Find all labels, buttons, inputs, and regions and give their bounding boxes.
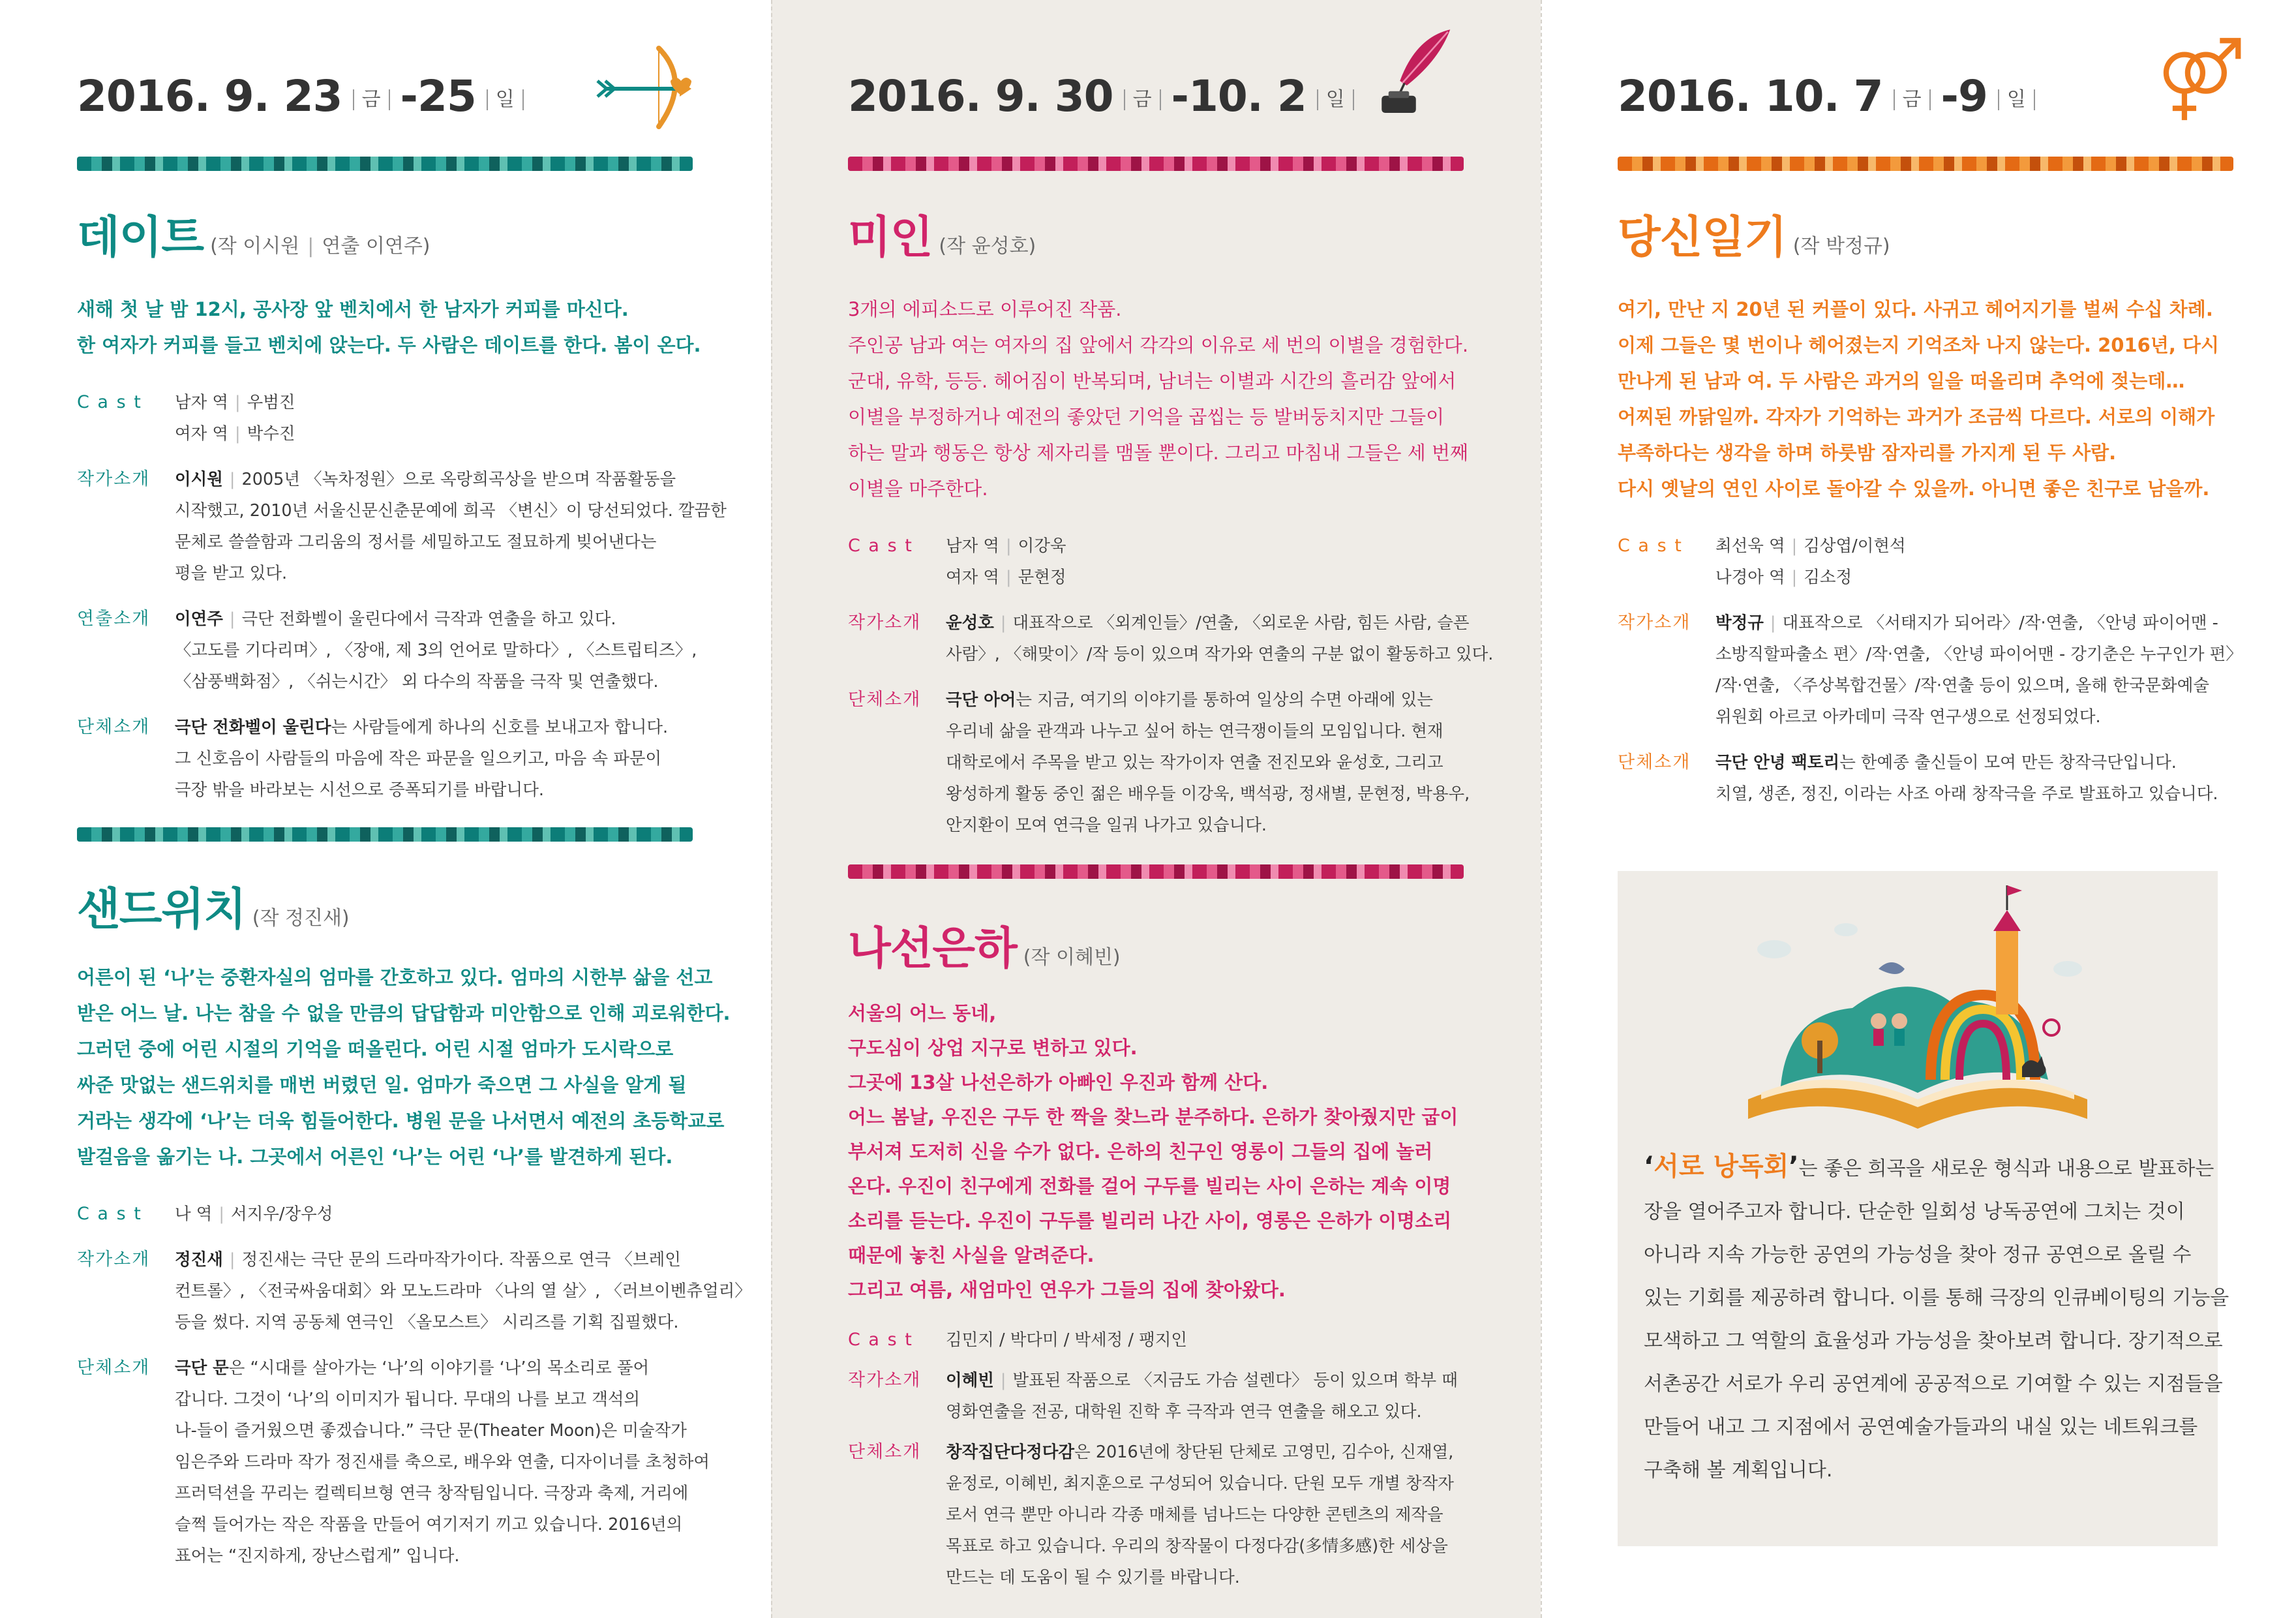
writer-block: 작가소개 박정규 | 대표작으로 〈서태지가 되어라〉/작·연출, 〈안녕 파이어맨 - 소방직할파출소 편〉/작·연출, 〈안녕 파이어맨 - 강기춘은 누구인가 편〉 /작·연출, 〈주상복합건물〉/작·연출 등이 있으며, 올해 한국문화예술 위원회 아르코 아카데미 극작 연구생으로 선정되었다.: [1618, 607, 2244, 733]
play-miin: [848, 202, 1494, 855]
writer-label: 작가소개: [77, 469, 151, 489]
company-name: 창작집단다정다감: [946, 1442, 1075, 1462]
company-line: 은 2016년에 창단된 단체로 고영민, 김수아, 신재열,: [1074, 1442, 1454, 1462]
promo-line: 는 좋은 희곡을 새로운 형식과 내용으로 발표하는: [1798, 1157, 2214, 1180]
synopsis-line: 3개의 에피소드로 이루어진 작품.: [848, 298, 1122, 320]
storybook-illustration: [1735, 871, 2100, 1138]
writer-line: 발표된 작품으로 〈지금도 가슴 설렌다〉 등이 있으며 학부 때: [1012, 1371, 1458, 1390]
cast-role: 나 역: [175, 1204, 213, 1224]
synopsis-line: 발걸음을 옮기는 나. 그곳에서 어른인 ‘나’는 어린 ‘나’를 발견하게 된다.: [77, 1146, 673, 1168]
cast-label: C a s t: [848, 1330, 913, 1350]
promo-line: 있는 기회를 제공하려 합니다. 이를 통해 극장의 인큐베이팅의 기능을: [1644, 1287, 2229, 1309]
date-end: -9: [1941, 70, 1987, 121]
synopsis-line: 그리고 여름, 새엄마인 연우가 그들의 집에 찾아왔다.: [848, 1279, 1286, 1301]
director-name: 이연주: [175, 609, 223, 629]
company-line: 윤정로, 이혜빈, 최지훈으로 구성되어 있습니다. 단원 모두 개별 창작자: [946, 1474, 1454, 1493]
writer-line: 문체로 쓸쓸함과 그리움의 정서를 세밀하고도 절묘하게 빚어낸다는: [175, 532, 657, 552]
company-name: 극단 아어: [946, 690, 1016, 710]
day-label: 일: [487, 89, 524, 110]
company-label: 단체소개: [848, 690, 922, 710]
company-block: [848, 684, 1474, 841]
writer-line: 위원회 아르코 아카데미 극작 연구생으로 선정되었다.: [1715, 707, 2101, 727]
synopsis-line: 거라는 생각에 ‘나’는 더욱 힘들어한다. 병원 문을 나서면서 예전의 초등학교로: [77, 1110, 725, 1132]
play-credit: (작 이시원 | 연출 이연주): [210, 235, 430, 258]
synopsis: [848, 996, 1474, 1307]
gender-symbols-icon: [2147, 35, 2252, 127]
synopsis-line: 이제 그들은 몇 번이나 헤어졌는지 기억조차 나지 않는다. 2016년, 다시: [1618, 334, 2219, 356]
date-start: 2016. 10. 7: [1618, 70, 1883, 121]
play-spiral-galaxy: [848, 913, 1474, 1608]
play-credit: (작 이혜빈): [1023, 946, 1121, 969]
writer-line: 시작했고, 2010년 서울신문신춘문예에 희곡 〈변신〉이 당선되었다. 깔끔한: [175, 501, 727, 521]
fold-line: [1541, 0, 1542, 1618]
play-credit: (작 정진새): [252, 907, 350, 930]
writer-line: /작·연출, 〈주상복합건물〉/작·연출 등이 있으며, 올해 한국문화예술: [1715, 676, 2209, 695]
company-line: 는 한예종 출신들이 모여 만든 창작극단입니다.: [1839, 753, 2177, 772]
play-date: [77, 202, 727, 820]
writer-line: 영화연출을 전공, 대학원 진학 후 극작과 연극 연출을 해오고 있다.: [946, 1402, 1422, 1422]
synopsis-line: 새해 첫 날 밤 12시, 공사장 앞 벤치에서 한 남자가 커피를 마신다.: [77, 298, 629, 320]
company-line: 만드는 데 도움이 될 수 있기를 바랍니다.: [946, 1568, 1240, 1587]
play-title: 데이트: [77, 212, 204, 264]
writer-name: 이혜빈: [946, 1371, 994, 1390]
decorative-band: [848, 157, 1464, 171]
writer-line: 대표작으로 〈서태지가 되어라〉/작·연출, 〈안녕 파이어맨 -: [1782, 613, 2218, 633]
cast-role: 나경아 역: [1715, 568, 1785, 587]
synopsis-line: 만나게 된 남과 여. 두 사람은 과거의 일을 떠올리며 추억에 젖는데…: [1618, 370, 2185, 392]
date-start: 2016. 9. 23: [77, 70, 342, 121]
decorative-band: [77, 827, 693, 842]
synopsis: [848, 292, 1474, 507]
credit-director: 연출 이연주): [322, 235, 430, 258]
writer-line: 컨트롤〉, 〈전국싸움대회〉와 모노드라마 〈나의 열 살〉, 〈러브이벤츄얼리〉: [175, 1281, 751, 1301]
quote-mark: ’: [1789, 1152, 1799, 1182]
synopsis-line: 부서져 도저히 신을 수가 없다. 은하의 친구인 영롱이 그들의 집에 놀러: [848, 1140, 1433, 1163]
cast-block: [77, 1198, 697, 1230]
company-line: 극장 밖을 바라보는 시선으로 증폭되기를 바랍니다.: [175, 780, 544, 800]
cast-label: C a s t: [848, 536, 913, 556]
day-label: 금: [1124, 89, 1161, 110]
company-line: 안지환이 모여 연극을 일궈 나가고 있습니다.: [946, 816, 1267, 835]
promo-line: 만들어 내고 그 지점에서 공연예술가들과의 내실 있는 네트워크를: [1644, 1416, 2198, 1439]
writer-name: 윤성호: [946, 613, 994, 633]
cast-actor: 우범진: [247, 393, 295, 412]
writer-line: 소방직할파출소 편〉/작·연출, 〈안녕 파이어맨 - 강기춘은 누구인가 편〉: [1715, 645, 2243, 664]
day-label: 금: [1894, 89, 1931, 110]
cast-row: 나 역 | 서지우/장우성: [175, 1204, 333, 1224]
panel-week-1: [0, 0, 771, 1618]
company-line: 는 사람들에게 하나의 신호를 보내고자 합니다.: [331, 718, 669, 737]
promo-box: [1618, 871, 2229, 1546]
synopsis-line: 어른이 된 ‘나’는 중환자실의 엄마를 간호하고 있다. 엄마의 시한부 삶을 선고: [77, 966, 713, 988]
cast-block: [848, 530, 1474, 593]
company-line: 대학로에서 주목을 받고 있는 작가이자 연출 전진모와 윤성호, 그리고: [946, 753, 1443, 772]
company-line: 왕성하게 활동 중인 젊은 배우들 이강욱, 백석광, 정새별, 문현정, 박용우,: [946, 784, 1470, 804]
cast-role: 남자 역: [946, 536, 1000, 556]
synopsis-line: 온다. 우진이 친구에게 전화를 걸어 구두를 빌리는 사이 은하는 계속 이명: [848, 1175, 1451, 1197]
cast-row: 남자 역 | 우범진: [175, 393, 295, 412]
company-block: [77, 712, 697, 806]
day-label: 금: [353, 89, 390, 110]
synopsis-line: 한 여자가 커피를 들고 벤치에 앉는다. 두 사람은 데이트를 한다. 봄이 온다.: [77, 334, 701, 356]
play-title-row: [1618, 202, 2244, 266]
company-name: 극단 전화벨이 울린다: [175, 718, 331, 737]
panel-week-2: [771, 0, 1541, 1618]
synopsis-line: 싸준 맛없는 샌드위치를 매번 버렸던 일. 엄마가 죽으면 그 사실을 알게 될: [77, 1074, 687, 1096]
company-name: 극단 안녕 팩토리: [1715, 753, 1840, 772]
writer-label: 작가소개: [848, 613, 922, 633]
writer-line: 대표작으로 〈외계인들〉/연출, 〈외로운 사람, 힘든 사람, 슬픈: [1012, 613, 1470, 633]
director-line: 〈삼풍백화점〉, 〈쉬는시간〉 외 다수의 작품을 극작 및 연출했다.: [175, 672, 659, 692]
play-title-row: [77, 874, 697, 938]
play-title: 나선은하: [848, 923, 1017, 975]
cast-actor: 문현정: [1018, 568, 1066, 587]
writer-block: 작가소개 윤성호 | 대표작으로 〈외계인들〉/연출, 〈외로운 사람, 힘든 사람, 슬픈 사람〉, 〈해맞이〉/작 등이 있으며 작가와 연출의 구분 없이 활동하고 있다.: [848, 607, 1474, 670]
writer-line: 2005년 〈녹차정원〉으로 옥랑희곡상을 받으며 작품활동을: [241, 470, 676, 489]
cast-actor: 박수진: [247, 424, 295, 444]
synopsis-line: 그러던 중에 어린 시절의 기억을 떠올린다. 어린 시절 엄마가 도시락으로: [77, 1038, 674, 1060]
bow-arrow-icon: [594, 42, 698, 133]
synopsis-line: 하는 말과 행동은 항상 제자리를 맴돌 뿐이다. 그리고 마침내 그들은 세 번째: [848, 442, 1469, 464]
play-title: 미인: [848, 212, 933, 264]
writer-name: 정진새: [175, 1250, 223, 1270]
date-heading: [848, 60, 1365, 132]
promo-brand: [1644, 1152, 1799, 1182]
cast-row: 남자 역 | 이강욱: [946, 536, 1066, 556]
date-end: -25: [400, 70, 476, 121]
director-line: 극단 전화벨이 울린다에서 극작과 연출을 하고 있다.: [241, 609, 616, 629]
synopsis-line: 군대, 유학, 등등. 헤어짐이 반복되며, 남녀는 이별과 시간의 흘러감 앞에서: [848, 370, 1457, 392]
company-block: [1618, 747, 2244, 810]
synopsis-line: 다시 옛날의 연인 사이로 돌아갈 수 있을까. 아니면 좋은 친구로 남을까.: [1618, 478, 2210, 500]
play-title: 당신일기: [1618, 212, 1787, 264]
synopsis-line: 여기, 만난 지 20년 된 커플이 있다. 사귀고 헤어지기를 벌써 수십 차례.: [1618, 298, 2213, 320]
cast-role: 여자 역: [175, 424, 229, 444]
synopsis-line: 소리를 듣는다. 우진이 구두를 빌리러 나간 사이, 영롱은 은하가 이명소리: [848, 1210, 1452, 1232]
company-block: [848, 1437, 1474, 1593]
writer-block: 작가소개 이혜빈 | 발표된 작품으로 〈지금도 가슴 설렌다〉 등이 있으며 학부 때 영화연출을 전공, 대학원 진학 후 극작과 연극 연출을 해오고 있다.: [848, 1365, 1474, 1427]
play-your-diary: [1618, 202, 2244, 824]
cast-row: 최선욱 역 | 김상엽/이현석: [1715, 536, 1906, 556]
company-label: 단체소개: [1618, 752, 1691, 772]
synopsis-line: 어느 봄날, 우진은 구두 한 짝을 찾느라 분주하다. 은하가 찾아줬지만 굽이: [848, 1106, 1458, 1128]
synopsis-line: 때문에 놓친 사실을 알려준다.: [848, 1244, 1095, 1266]
writer-name: 박정규: [1715, 613, 1764, 633]
cast-list: 김민지 / 박다미 / 박세정 / 팽지인: [946, 1330, 1188, 1350]
cast-block: [848, 1324, 1474, 1356]
cast-label: C a s t: [1618, 536, 1683, 556]
cast-role: 여자 역: [946, 568, 1000, 587]
day-label: 일: [1317, 89, 1354, 110]
play-credit: (작 박정규): [1792, 235, 1890, 258]
company-line: 로서 연극 뿐만 아니라 각종 매체를 넘나드는 다양한 콘텐츠의 제작을: [946, 1505, 1443, 1525]
promo-line: 서촌공간 서로가 우리 공연계에 공공적으로 기여할 수 있는 지점들을: [1644, 1373, 2223, 1396]
decorative-band: [1618, 157, 2233, 171]
company-block: [77, 1352, 710, 1572]
decorative-band: [848, 864, 1464, 879]
synopsis: [77, 960, 731, 1175]
credit-writer: (작 이시원: [210, 235, 300, 258]
writer-line: 평을 받고 있다.: [175, 564, 288, 583]
date-heading: [77, 60, 534, 132]
company-line: 우리네 삶을 관객과 나누고 싶어 하는 연극쟁이들의 모임입니다. 현재: [946, 722, 1443, 741]
play-title-row: [848, 913, 1474, 977]
writer-block: 작가소개 이시원 | 2005년 〈녹차정원〉으로 옥랑희곡상을 받으며 작품활동을 시작했고, 2010년 서울신문신춘문예에 희곡 〈변신〉이 당선되었다. 깔끔한 문체로 쓸쓸함과 그리움의 정서를 세밀하고도 절묘하게 빚어낸다는 평을 받고 있다.: [77, 464, 697, 589]
synopsis-line: 구도심이 상업 지구로 변하고 있다.: [848, 1037, 1138, 1059]
company-line: 슬쩍 들어가는 작은 작품을 만들어 여기저기 끼고 있습니다. 2016년의: [175, 1515, 683, 1534]
play-title-row: [848, 202, 1474, 266]
company-label: 단체소개: [848, 1442, 922, 1462]
writer-label: 작가소개: [77, 1249, 151, 1270]
writer-line: 사람〉, 〈해맞이〉/작 등이 있으며 작가와 연출의 구분 없이 활동하고 있다.: [946, 645, 1494, 664]
company-line: 그 신호음이 사람들의 마음에 작은 파문을 일으키고, 마음 속 파문이: [175, 749, 662, 769]
cast-block: [1618, 530, 2244, 593]
promo-line: 구축해 볼 계획입니다.: [1644, 1459, 1833, 1482]
synopsis: [1618, 292, 2244, 507]
promo-text: [1644, 1145, 2229, 1492]
company-line: 는 지금, 여기의 이야기를 통하여 일상의 수면 아래에 있는: [1016, 690, 1433, 710]
day-label: 일: [1998, 89, 2035, 110]
quote-mark: ‘: [1644, 1152, 1654, 1182]
play-sandwich: [77, 874, 751, 1586]
director-label: 연출소개: [77, 609, 151, 629]
promo-line: 모색하고 그 역할의 효율성과 가능성을 찾아보려 합니다. 장기적으로: [1644, 1330, 2223, 1352]
cast-role: 남자 역: [175, 393, 229, 412]
fold-line: [771, 0, 772, 1618]
decorative-band: [77, 157, 693, 171]
date-start: 2016. 9. 30: [848, 70, 1113, 121]
company-line: 프러덕션을 꾸리는 컬렉티브형 연극 창작팀입니다. 극장과 축제, 거리에: [175, 1484, 689, 1503]
director-block: 연출소개 이연주 | 극단 전화벨이 울린다에서 극작과 연출을 하고 있다. 〈고도를 기다리며〉, 〈장애, 제 3의 언어로 말하다〉, 〈스트립티즈〉, 〈삼풍백화점〉, 〈쉬는시간〉 외 다수의 작품을 극작 및 연출했다.: [77, 603, 697, 697]
promo-line: 아니라 지속 가능한 공연의 가능성을 찾아 정규 공연으로 올릴 수: [1644, 1244, 2192, 1266]
synopsis-line: 서울의 어느 동네,: [848, 1002, 997, 1024]
date-heading: [1618, 60, 2046, 132]
promo-line: 장을 열어주고자 합니다. 단순한 일회성 낭독공연에 그치는 것이: [1644, 1200, 2185, 1223]
company-line: 표어는 “진지하게, 장난스럽게” 입니다.: [175, 1546, 460, 1566]
synopsis-line: 그곳에 13살 나선은하가 아빠인 우진과 함께 산다.: [848, 1071, 1269, 1093]
writer-line: 정진새는 극단 문의 드라마작가이다. 작품으로 연극 〈브레인: [241, 1250, 681, 1270]
company-line: 목표로 하고 있습니다. 우리의 창작물이 다정다감(多情多感)한 세상을: [946, 1536, 1448, 1556]
cast-row: 여자 역 | 문현정: [946, 568, 1066, 587]
cast-label: C a s t: [77, 1204, 142, 1224]
company-line: 치열, 생존, 정진, 이라는 사조 아래 창작극을 주로 발표하고 있습니다.: [1715, 784, 2218, 804]
cast-actor: 서지우/장우성: [230, 1204, 333, 1224]
synopsis-line: 부족하다는 생각을 하며 하룻밤 잠자리를 가지게 된 두 사람.: [1618, 442, 2117, 464]
company-line: 갑니다. 그것이 ‘나’의 이미지가 됩니다. 무대의 나를 보고 객석의: [175, 1390, 641, 1409]
writer-name: 이시원: [175, 470, 223, 489]
cast-actor: 김소정: [1804, 568, 1852, 587]
cast-row: 여자 역 | 박수진: [175, 424, 295, 444]
company-line: 나-들이 즐거웠으면 좋겠습니다.” 극단 문(Theater Moon)은 미술작가: [175, 1421, 687, 1441]
writer-line: 등을 썼다. 지역 공동체 연극인 〈올모스트〉 시리즈를 기획 집필했다.: [175, 1313, 679, 1332]
director-line: 〈고도를 기다리며〉, 〈장애, 제 3의 언어로 말하다〉, 〈스트립티즈〉,: [175, 641, 697, 660]
synopsis-line: 받은 어느 날. 나는 참을 수 없을 만큼의 답답함과 미안함으로 인해 괴로워한다.: [77, 1002, 731, 1024]
cast-role: 최선욱 역: [1715, 536, 1785, 556]
writer-label: 작가소개: [848, 1370, 922, 1390]
cast-actor: 김상엽/이현석: [1804, 536, 1906, 556]
writer-label: 작가소개: [1618, 613, 1691, 633]
cast-actor: 이강욱: [1018, 536, 1066, 556]
company-line: 임은주와 드라마 작가 정진새를 축으로, 배우와 연출, 디자이너를 초청하여: [175, 1452, 710, 1472]
date-end: -10. 2: [1171, 70, 1307, 121]
company-name: 극단 문: [175, 1358, 229, 1378]
writer-block: 작가소개 정진새 | 정진새는 극단 문의 드라마작가이다. 작품으로 연극 〈브레인 컨트롤〉, 〈전국싸움대회〉와 모노드라마 〈나의 열 살〉, 〈러브이벤츄얼리〉 등을 썼다. 지역 공동체 연극인 〈올모스트〉 시리즈를 기획 집필했다.: [77, 1244, 697, 1338]
play-credit: (작 윤성호): [939, 235, 1036, 258]
brand-name: 서로 낭독회: [1654, 1152, 1789, 1182]
quill-ink-icon: [1358, 26, 1462, 117]
cast-label: C a s t: [77, 392, 142, 412]
cast-block: [77, 387, 697, 450]
synopsis: [77, 292, 701, 363]
synopsis-line: 이별을 마주한다.: [848, 478, 988, 500]
play-title-row: [77, 202, 697, 266]
company-label: 단체소개: [77, 717, 151, 737]
company-label: 단체소개: [77, 1358, 151, 1378]
company-line: 은 “시대를 살아가는 ‘나’의 이야기를 ‘나’의 목소리로 풀어: [228, 1358, 650, 1378]
synopsis-line: 이별을 부정하거나 예전의 좋았던 기억을 곱씹는 등 발버둥치지만 그들이: [848, 406, 1445, 428]
play-title: 샌드위치: [77, 884, 246, 936]
synopsis-line: 어찌된 까닭일까. 각자가 기억하는 과거가 조금씩 다르다. 서로의 이해가: [1618, 406, 2215, 428]
synopsis-line: 주인공 남과 여는 여자의 집 앞에서 각각의 이유로 세 번의 이별을 경험한다.: [848, 334, 1469, 356]
cast-row: 나경아 역 | 김소정: [1715, 568, 1852, 587]
